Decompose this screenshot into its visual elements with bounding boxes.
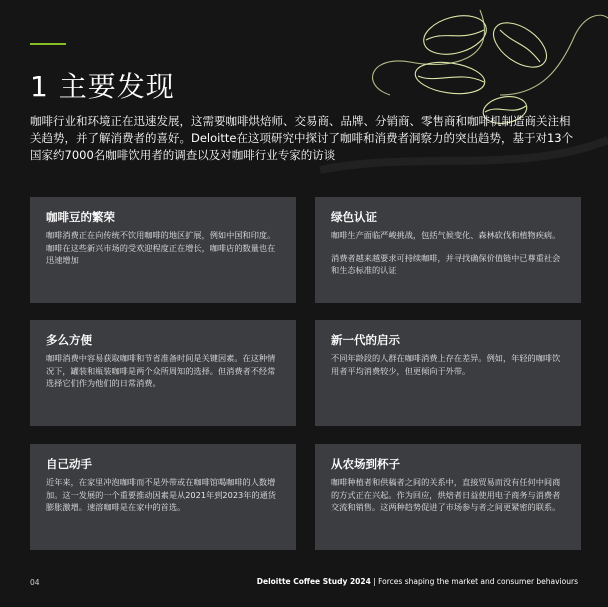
finding-card-coffee-boom <box>30 197 296 303</box>
finding-card-green-certification <box>315 197 581 303</box>
card-text: 咖啡种植者和供稿者之间的关系中，直接贸易而没有任何中间商的方式正在兴起。作为回应，烘焙者日益使用电子商务与消费者交流和销售。这两种趋势促进了市场参与者之间更紧密的联系。 <box>331 477 561 512</box>
card-heading: 绿色认证 <box>331 210 377 224</box>
finding-card-new-generation <box>315 320 581 426</box>
footer-publication-name: Deloitte Coffee Study 2024 <box>256 577 371 586</box>
finding-card-diy <box>30 444 296 550</box>
finding-card-convenience <box>30 320 296 426</box>
card-text: 不同年龄段的人群在咖啡消费上存在差异。例如，年轻的咖啡饮用者平均消费较少，但更倾向于外带。 <box>331 353 561 376</box>
finding-card-farm-to-cup <box>315 444 581 550</box>
title-accent-bar <box>30 43 66 45</box>
card-text: 咖啡消费中容易获取咖啡和节省准备时间是关键因素。在这种情况下，罐装和瓶装咖啡是两个众所周知的选择。但消费者不经常选择它们作为他们的日常消费。 <box>46 353 276 388</box>
card-heading: 咖啡豆的繁荣 <box>46 210 115 224</box>
intro-paragraph: 咖啡行业和环境正在迅速发展，这需要咖啡烘焙师、交易商、品牌、分销商、零售商和咖啡机制造商关注相关趋势，并了解消费者的喜好。Deloitte在这项研究中探讨了咖啡和消费者洞察力的突出趋势，基于对13个国家约7000名咖啡饮用者的调查以及对咖啡行业专家的访谈 <box>30 114 574 162</box>
footer-publication <box>257 577 578 586</box>
card-text: 咖啡消费正在向传统不饮用咖啡的地区扩展，例如中国和印度。咖啡在这些新兴市场的受欢迎程度正在增长，咖啡店的数量也在迅速增加 <box>46 230 276 265</box>
card-heading: 多么方便 <box>46 333 92 347</box>
card-text: 近年来，在家里冲泡咖啡而不是外带或在咖啡馆喝咖啡的人数增加。这一发展的一个重要推动因素是从2021年到2023年的通货膨胀激增。速溶咖啡是在家中的首选。 <box>46 477 276 512</box>
footer-separator: | <box>370 577 379 586</box>
page-number: 04 <box>30 578 40 587</box>
card-heading: 自己动手 <box>46 457 92 471</box>
card-heading: 从农场到杯子 <box>331 457 400 471</box>
card-heading: 新一代的启示 <box>331 333 400 347</box>
card-text: 消费者越来越要求可持续咖啡，并寻找确保价值链中已尊重社会和生态标准的认证 <box>331 252 561 275</box>
coffee-bean-illustration-icon <box>300 0 608 200</box>
card-text: 咖啡生产面临严峻挑战，包括气候变化、森林砍伐和植物疾病。 <box>331 230 561 240</box>
footer-section: Forces shaping the market and consumer behaviours <box>378 577 578 586</box>
page-title: 1 主要发现 <box>30 69 175 103</box>
